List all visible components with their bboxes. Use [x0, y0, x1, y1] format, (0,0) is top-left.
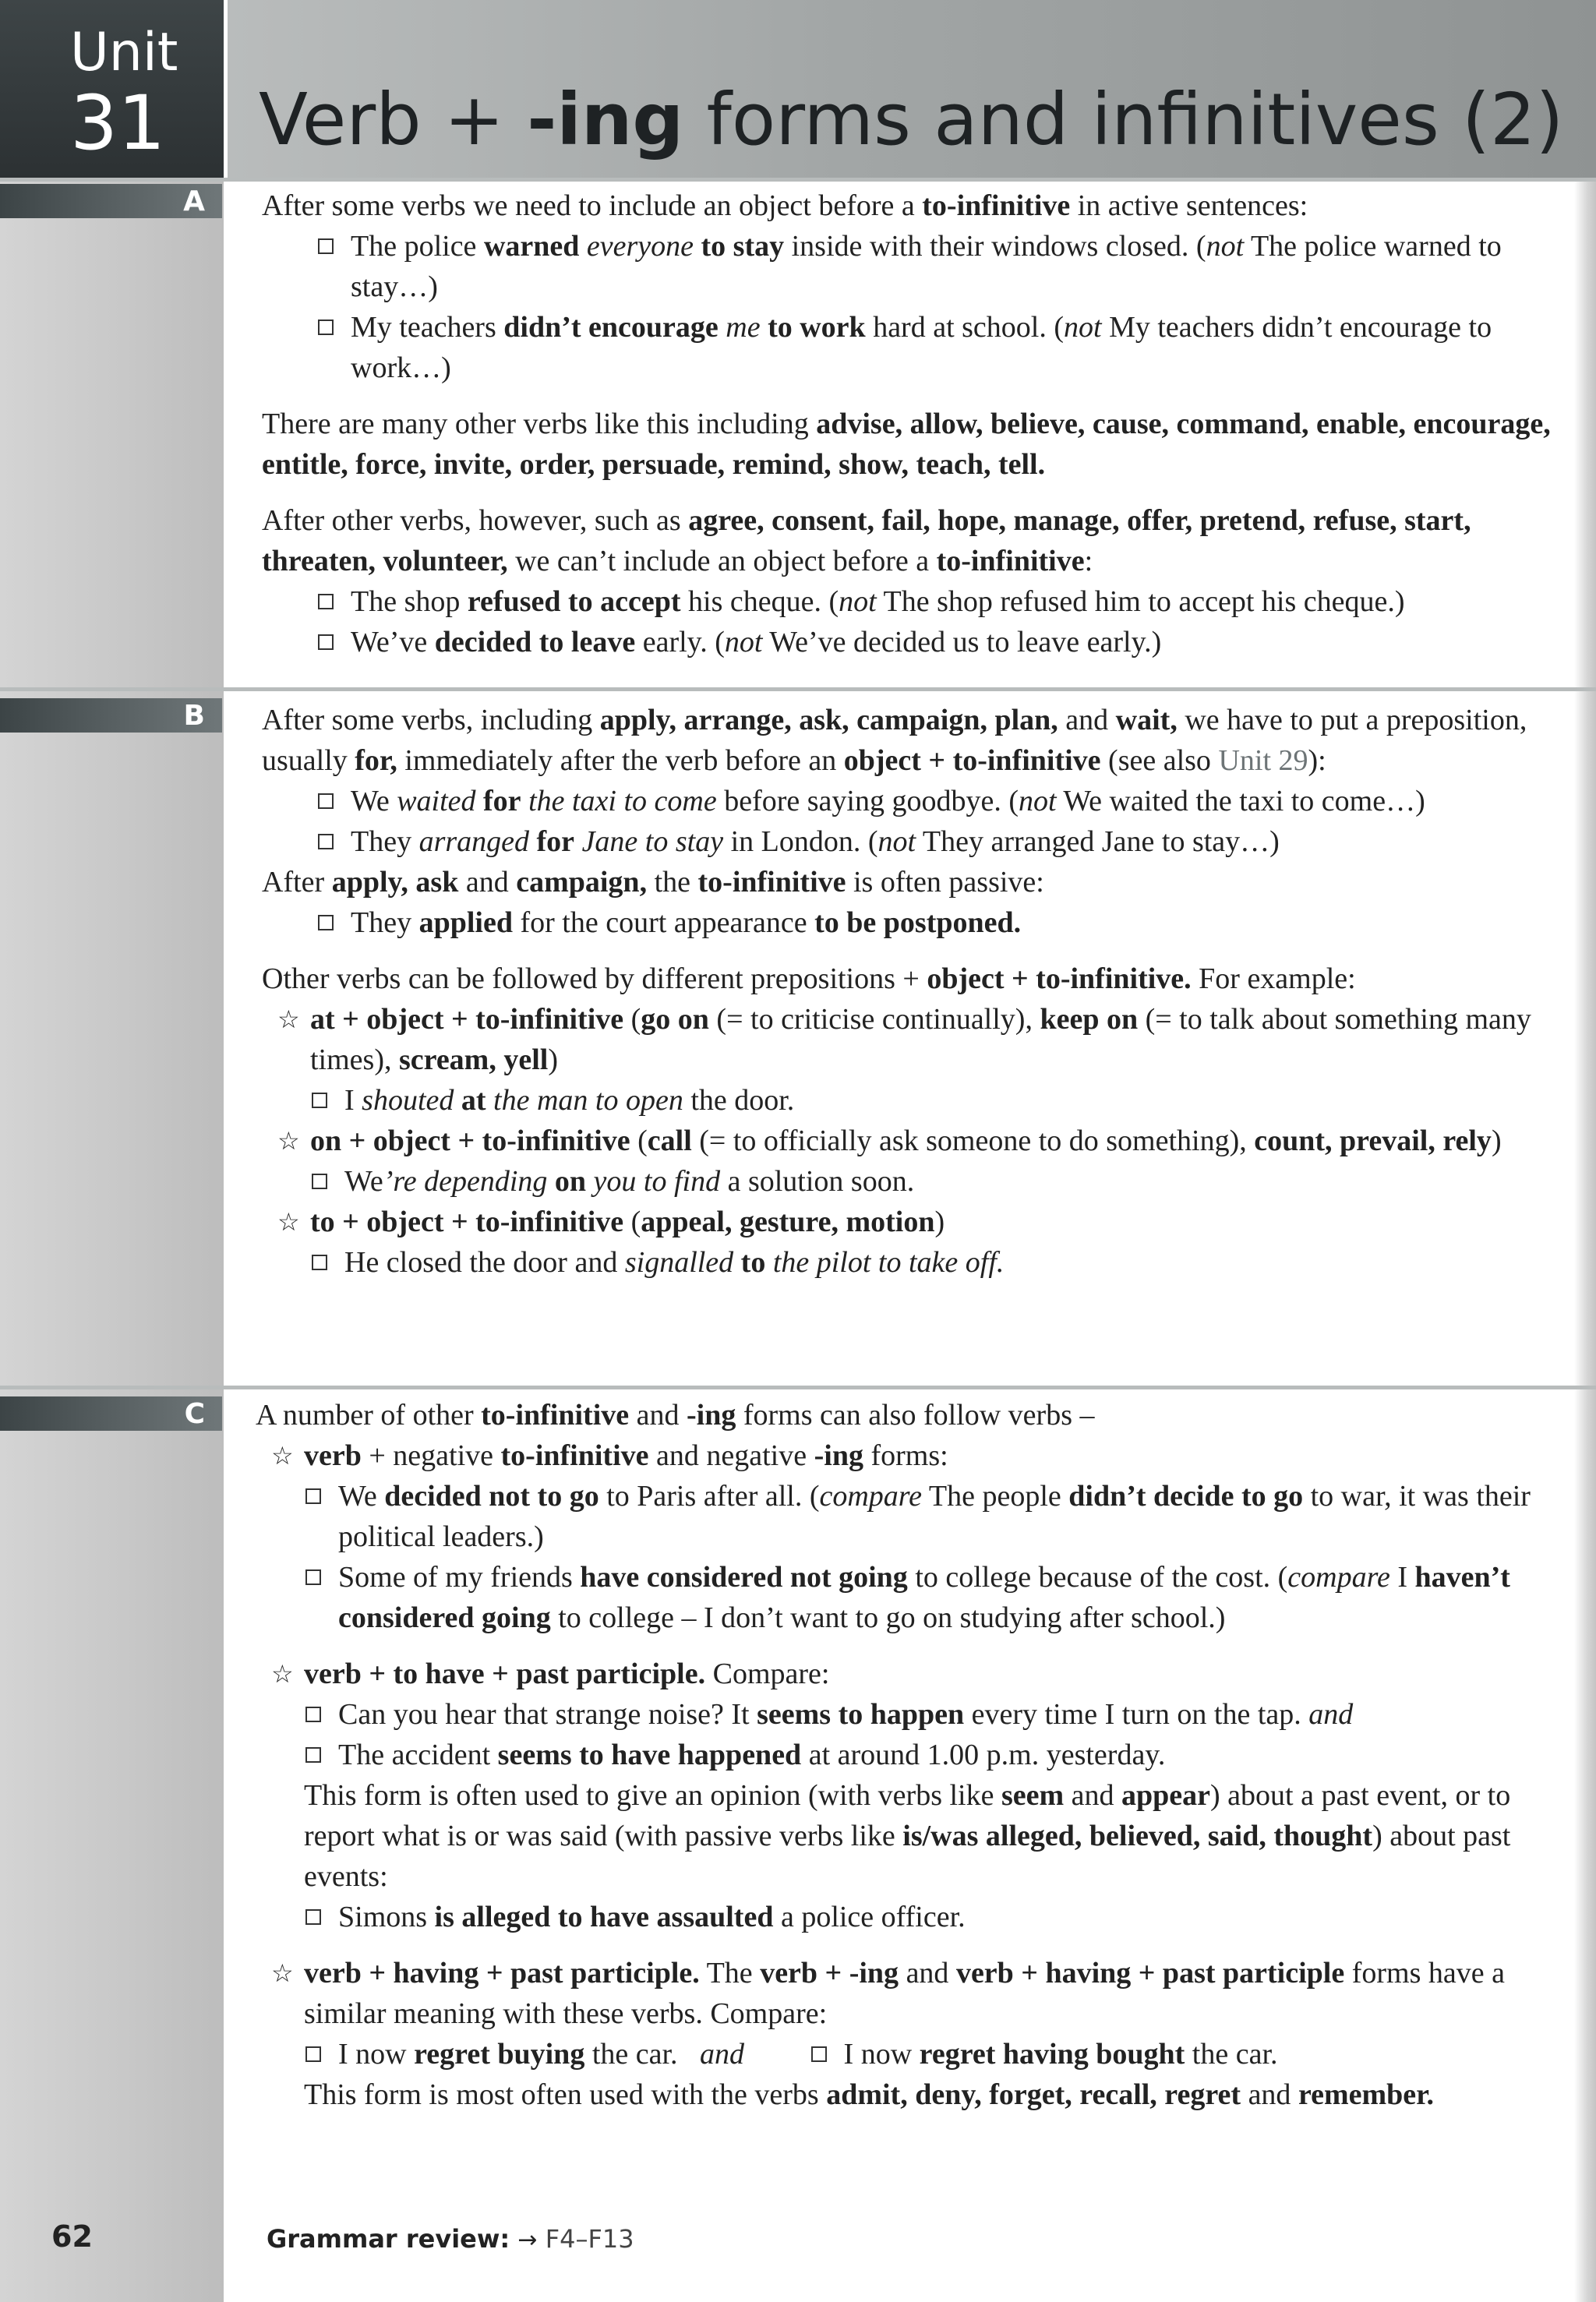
grammar-review-footer — [228, 2218, 1568, 2260]
example: He closed the door and signalled to the pilot to take off. — [310, 1242, 1555, 1283]
grammar-review-ref[interactable]: F4–F13 — [545, 2224, 634, 2254]
checkbox-bullet-icon — [312, 1174, 327, 1189]
title-bar — [228, 0, 1596, 178]
checkbox-bullet-icon — [305, 1569, 321, 1585]
checkbox-bullet-icon — [318, 793, 334, 809]
example: Some of my friends have considered not going to college because of the cost. (compare I haven’t considered going to college – I don’t want to go on studying after school.) — [304, 1557, 1549, 1638]
paragraph: After some verbs, including apply, arrange, ask, campaign, plan, and wait, we have to put a preposition, usually for, immediately after the verb before an object + to-infinitive (see also Unit 29): — [262, 704, 1527, 777]
unit-badge — [0, 0, 224, 178]
star-icon: ☆ — [277, 1126, 300, 1156]
example: The accident seems to have happened at around 1.00 p.m. yesterday. — [304, 1735, 1549, 1775]
example: We decided not to go to Paris after all. (compare The people didn’t decide to go to war, it was their political leaders.) — [304, 1476, 1549, 1557]
checkbox-bullet-icon — [305, 2046, 321, 2062]
section-divider — [0, 1386, 1596, 1389]
grammar-review-label: Grammar review: — [267, 2224, 510, 2254]
checkbox-bullet-icon — [305, 1747, 321, 1763]
checkbox-bullet-icon — [811, 2046, 827, 2062]
arrow-right-icon: → — [517, 2226, 538, 2254]
left-sidebar — [0, 0, 224, 2302]
unit-number: 31 — [70, 79, 166, 167]
checkbox-bullet-icon — [318, 238, 334, 254]
example: I shouted at the man to open the door. — [310, 1080, 1555, 1121]
paragraph: There are many other verbs like this including advise, allow, believe, cause, command, enable, encourage, entitle, force, invite, order, persuade, remind, show, teach, tell. — [262, 408, 1551, 481]
section-divider — [0, 178, 1596, 182]
checkbox-bullet-icon — [318, 834, 334, 849]
checkbox-bullet-icon — [305, 1909, 321, 1925]
page-edge-shadow — [1574, 0, 1596, 2302]
checkbox-bullet-icon — [312, 1093, 327, 1108]
example: Simons is alleged to have assaulted a police officer. — [304, 1897, 1549, 1937]
star-point: ☆ to + object + to-infinitive (appeal, gesture, motion) — [262, 1202, 1555, 1242]
star-icon: ☆ — [277, 1207, 300, 1237]
example: My teachers didn’t encourage me to work hard at school. (not My teachers didn’t encourage to work…) — [262, 307, 1555, 388]
paired-example: I now regret having bought the car. — [811, 2034, 1278, 2074]
paragraph: After some verbs we need to include an object before a to-infinitive in active sentences: — [262, 189, 1308, 222]
example: The police warned everyone to stay inside with their windows closed. (not The police warned to stay…) — [262, 226, 1555, 307]
star-point: ☆ at + object + to-infinitive (go on (= to criticise continually), keep on (= to talk about something many times), scream, yell) — [262, 999, 1555, 1080]
example: I now regret buying the car. and I now regret having bought the car. — [304, 2034, 1549, 2074]
example: They applied for the court appearance to be postponed. — [262, 902, 1555, 943]
checkbox-bullet-icon — [305, 1707, 321, 1722]
example: They arranged for Jane to stay in London. (not They arranged Jane to stay…) — [262, 821, 1555, 862]
star-point: ☆ verb + having + past participle. The verb + -ing and verb + having + past participle forms have a similar meaning with these verbs. Compare: — [256, 1953, 1549, 2034]
paragraph: This form is often used to give an opinion (with verbs like seem and appear) about a past event, or to report what is or was said (with passive verbs like is/was alleged, believed, said, thought) about past events: — [304, 1779, 1511, 1893]
example: We waited for the taxi to come before saying goodbye. (not We waited the taxi to come…) — [262, 781, 1555, 821]
star-icon: ☆ — [271, 1958, 294, 1988]
paragraph: After apply, ask and campaign, the to-infinitive is often passive: — [262, 866, 1044, 899]
paragraph: This form is most often used with the verbs admit, deny, forget, recall, regret and remember. — [304, 2078, 1435, 2111]
checkbox-bullet-icon — [305, 1488, 321, 1504]
star-icon: ☆ — [277, 1004, 300, 1034]
section-label-a: A — [0, 184, 222, 218]
checkbox-bullet-icon — [312, 1255, 327, 1270]
example: We’re depending on you to find a solution soon. — [310, 1161, 1555, 1202]
paragraph: A number of other to-infinitive and -ing forms can also follow verbs – — [256, 1399, 1095, 1432]
checkbox-bullet-icon — [318, 915, 334, 930]
example: We’ve decided to leave early. (not We’ve decided us to leave early.) — [262, 622, 1555, 662]
section-label-b: B — [0, 698, 222, 733]
section-label-c: C — [0, 1396, 222, 1431]
example: The shop refused to accept his cheque. (not The shop refused him to accept his cheque.) — [262, 581, 1555, 622]
star-point: ☆ verb + to have + past participle. Compare: — [256, 1654, 1549, 1694]
paragraph: After other verbs, however, such as agree, consent, fail, hope, manage, offer, pretend, refuse, start, threaten, volunteer, we can’t include an object before a to-infinitive: — [262, 504, 1471, 577]
star-point: ☆ on + object + to-infinitive (call (= to officially ask someone to do something), count, prevail, rely) — [262, 1121, 1555, 1161]
page-number: 62 — [51, 2219, 93, 2254]
checkbox-bullet-icon — [318, 634, 334, 650]
star-point: ☆ verb + negative to-infinitive and negative -ing forms: — [256, 1435, 1549, 1476]
paragraph: Other verbs can be followed by different prepositions + object + to-infinitive. For example: — [262, 962, 1356, 995]
star-icon: ☆ — [271, 1441, 294, 1471]
page-title: Verb + -ing forms and infinitives (2) — [259, 78, 1564, 161]
unit-word: Unit — [70, 22, 178, 83]
unit-link[interactable]: Unit 29 — [1218, 744, 1308, 777]
grammar-review-text — [267, 2224, 634, 2254]
section-c-content — [256, 1395, 1549, 2115]
section-b-content — [262, 700, 1555, 1283]
example: Can you hear that strange noise? It seems to happen every time I turn on the tap. and — [304, 1694, 1549, 1735]
star-icon: ☆ — [271, 1659, 294, 1689]
section-a-content — [262, 185, 1555, 662]
checkbox-bullet-icon — [318, 320, 334, 335]
checkbox-bullet-icon — [318, 594, 334, 609]
section-divider — [0, 687, 1596, 691]
